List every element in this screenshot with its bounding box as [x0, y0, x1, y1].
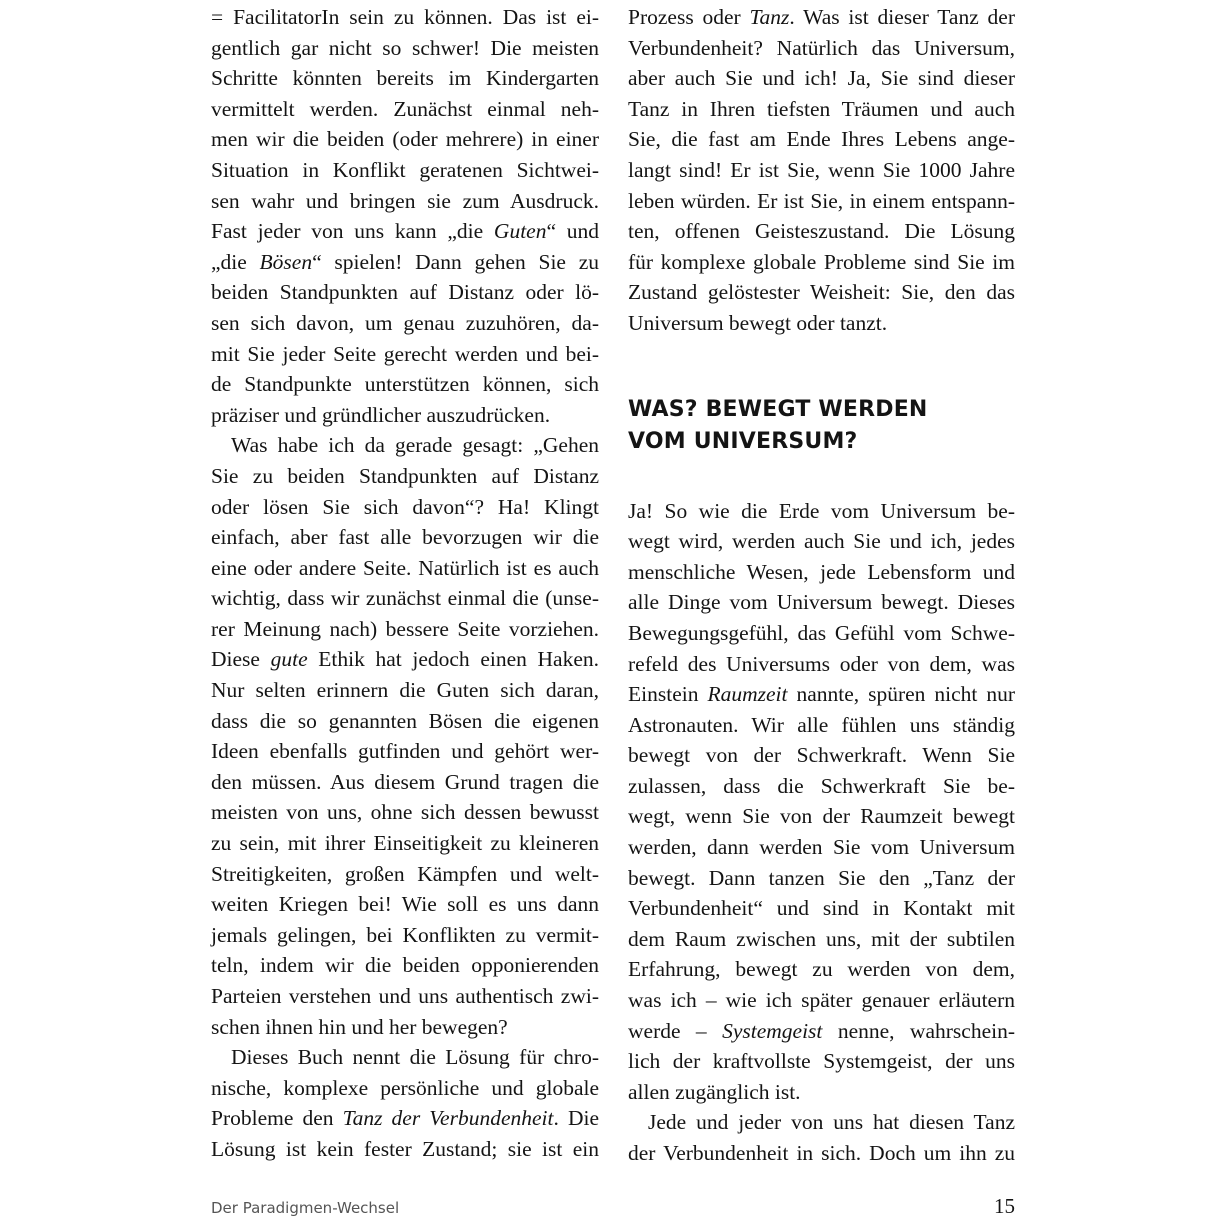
text-line: menschliche Wesen, jede Lebensform und	[628, 559, 1015, 584]
text-line: zulassen, dass die Schwerkraft Sie be-	[628, 773, 1015, 798]
emphasis-text: Bösen	[259, 249, 313, 274]
text-line: sen wahr und bringen sie zum Ausdruck.	[211, 188, 599, 213]
section-heading-line-1: WAS? BEWEGT WERDEN	[628, 397, 928, 422]
text-line: Lösung ist kein fester Zustand; sie ist ein	[211, 1136, 599, 1161]
text-line	[211, 216, 599, 247]
text-line: Tanz in Ihren tiefsten Träumen und auch	[628, 96, 1015, 121]
text-segment: nannte, spüren nicht nur	[787, 682, 1015, 707]
text-line: sen sich davon, um genau zuzuhören, da-	[211, 310, 599, 335]
text-segment: Einstein	[628, 682, 708, 707]
text-line: zu sein, mit ihrer Einseitigkeit zu kleineren	[211, 831, 599, 856]
emphasis-text: Raumzeit	[707, 682, 788, 707]
text-segment: “ spielen! Dann gehen Sie zu	[312, 249, 599, 274]
emphasis-text: gute	[270, 647, 308, 672]
text-line: ten, offenen Geisteszustand. Die Lösung	[628, 219, 1015, 244]
text-line	[628, 679, 1015, 710]
text-line	[211, 1103, 599, 1134]
text-segment: Diese	[211, 647, 271, 672]
text-line: oder lösen Sie sich davon“? Ha! Klingt	[211, 494, 599, 519]
emphasis-text: Tanz der Verbundenheit	[342, 1106, 554, 1131]
text-line: Sie, die fast am Ende Ihres Lebens ange-	[628, 127, 1015, 152]
text-line: wegt wird, werden auch Sie und ich, jedes	[628, 529, 1015, 554]
text-segment: Ethik hat jedoch einen Haken.	[307, 647, 600, 672]
text-line: beiden Standpunkten auf Distanz oder lö-	[211, 280, 599, 305]
emphasis-text: Guten	[493, 219, 547, 244]
emphasis-text: Tanz	[749, 5, 790, 29]
text-line: gentlich gar nicht so schwer! Die meisten	[211, 35, 599, 60]
text-line: leben würden. Er ist Sie, in einem entspann-	[628, 188, 1015, 213]
text-line: Zustand gelöstester Weisheit: Sie, den das	[628, 280, 1015, 305]
text-line	[211, 247, 599, 278]
text-line: Astronauten. Wir alle fühlen uns ständig	[628, 712, 1015, 737]
text-line: Verbundenheit“ und sind in Kontakt mit	[628, 896, 1015, 921]
text-line: Dieses Buch nennt die Lösung für chro-	[231, 1045, 599, 1070]
text-line: lich der kraftvollste Systemgeist, der uns	[628, 1049, 1015, 1074]
text-line: der Verbundenheit in sich. Doch um ihn zu	[628, 1141, 1015, 1165]
text-line: was ich – wie ich später genauer erläutern	[628, 988, 1015, 1013]
text-line: refeld des Universums oder von dem, was	[628, 651, 1015, 676]
text-line: werden, dann werden Sie vom Universum	[628, 835, 1015, 860]
text-line: weiten Kriegen bei! Wie soll es uns dann	[211, 892, 599, 917]
text-line: de Standpunkte unterstützen können, sich	[211, 372, 599, 397]
text-line	[628, 1016, 1015, 1047]
text-line: bewegt. Dann tanzen Sie den „Tanz der	[628, 865, 1015, 890]
text-line: men wir die beiden (oder mehrere) in einer	[211, 127, 599, 152]
text-line: langt sind! Er ist Sie, wenn Sie 1000 Jahre	[628, 157, 1015, 182]
text-line: Sie zu beiden Standpunkten auf Distanz	[211, 463, 599, 488]
text-line: schen ihnen hin und her bewegen?	[211, 1014, 508, 1039]
text-line: vermittelt werden. Zunächst einmal neh-	[211, 96, 599, 121]
spacer	[628, 339, 1015, 390]
text-line: aber auch Sie und ich! Ja, Sie sind dieser	[628, 66, 1015, 91]
text-line: bewegt von der Schwerkraft. Wenn Sie	[628, 743, 1015, 768]
text-line: Was habe ich da gerade gesagt: „Gehen	[231, 433, 599, 458]
text-line: wegt, wenn Sie von der Raumzeit bewegt	[628, 804, 1015, 829]
text-segment: Probleme den	[211, 1106, 343, 1131]
text-line: Bewegungsgefühl, das Gefühl vom Schwe-	[628, 620, 1015, 645]
text-line: Streitigkeiten, großen Kämpfen und welt-	[211, 861, 599, 886]
text-line: meisten von uns, ohne sich dessen bewusst	[211, 800, 599, 825]
text-line	[628, 2, 1015, 33]
text-line: Universum bewegt oder tanzt.	[628, 310, 888, 335]
text-segment: nenne, wahrschein-	[822, 1018, 1015, 1043]
text-line: Verbundenheit? Natürlich das Universum,	[628, 35, 1015, 60]
text-segment: Fast jeder von uns kann „die	[211, 219, 494, 244]
section-heading-line-2: VOM UNIVERSUM?	[628, 429, 858, 454]
text-segment: . Was ist dieser Tanz der	[789, 5, 1016, 29]
text-line: dem Raum zwischen uns, mit der subtilen	[628, 926, 1015, 951]
text-line: einfach, aber fast alle bevorzugen wir die	[211, 525, 599, 550]
text-line	[211, 644, 599, 675]
right-column	[628, 2, 1015, 1169]
text-segment: “ und	[546, 219, 599, 244]
text-line: Nur selten erinnern die Guten sich daran,	[211, 678, 599, 703]
running-footer-chapter: Der Paradigmen-Wechsel	[211, 1199, 400, 1217]
text-line: rer Meinung nach) bessere Seite vorziehen.	[211, 616, 599, 641]
text-line: präziser und gründlicher auszudrücken.	[211, 402, 551, 427]
text-line: teln, indem wir die beiden opponierenden	[211, 953, 599, 978]
text-line: allen zugänglich ist.	[628, 1079, 801, 1104]
text-line: jemals gelingen, bei Konflikten zu vermit-	[211, 922, 599, 947]
text-line: den müssen. Aus diesem Grund tragen die	[211, 769, 599, 794]
text-line: für komplexe globale Probleme sind Sie im	[628, 249, 1015, 274]
text-line: Situation in Konflikt geratenen Sichtwei-	[211, 157, 599, 182]
text-segment: werde –	[628, 1018, 723, 1043]
text-line: mit Sie jeder Seite gerecht werden und bei-	[211, 341, 599, 366]
text-line: Ideen ebenfalls gutfinden und gehört wer-	[211, 739, 599, 764]
page-number: 15	[994, 1194, 1015, 1218]
text-line: Schritte könnten bereits im Kindergarten	[211, 66, 599, 91]
text-line: Parteien verstehen und uns authentisch zwi-	[211, 984, 599, 1008]
text-line: dass die so genannten Bösen die eigenen	[211, 708, 599, 733]
text-line: Erfahrung, bewegt zu werden von dem,	[628, 957, 1015, 982]
text-line: eine oder andere Seite. Natürlich ist es auch	[211, 555, 599, 580]
left-column	[211, 2, 599, 1165]
text-segment: Prozess oder	[628, 5, 750, 29]
text-line: nische, komplexe persönliche und globale	[211, 1075, 599, 1100]
text-line: = FacilitatorIn sein zu können. Das ist ei-	[211, 5, 599, 29]
text-segment: „die	[211, 249, 260, 274]
text-line: wichtig, dass wir zunächst einmal die (unse-	[211, 586, 599, 611]
text-line: Jede und jeder von uns hat diesen Tanz	[648, 1110, 1015, 1135]
emphasis-text: Systemgeist	[722, 1018, 823, 1043]
text-line: alle Dinge vom Universum bewegt. Dieses	[628, 590, 1015, 615]
text-segment: . Die	[553, 1106, 600, 1131]
text-line: Ja! So wie die Erde vom Universum be-	[628, 498, 1015, 523]
